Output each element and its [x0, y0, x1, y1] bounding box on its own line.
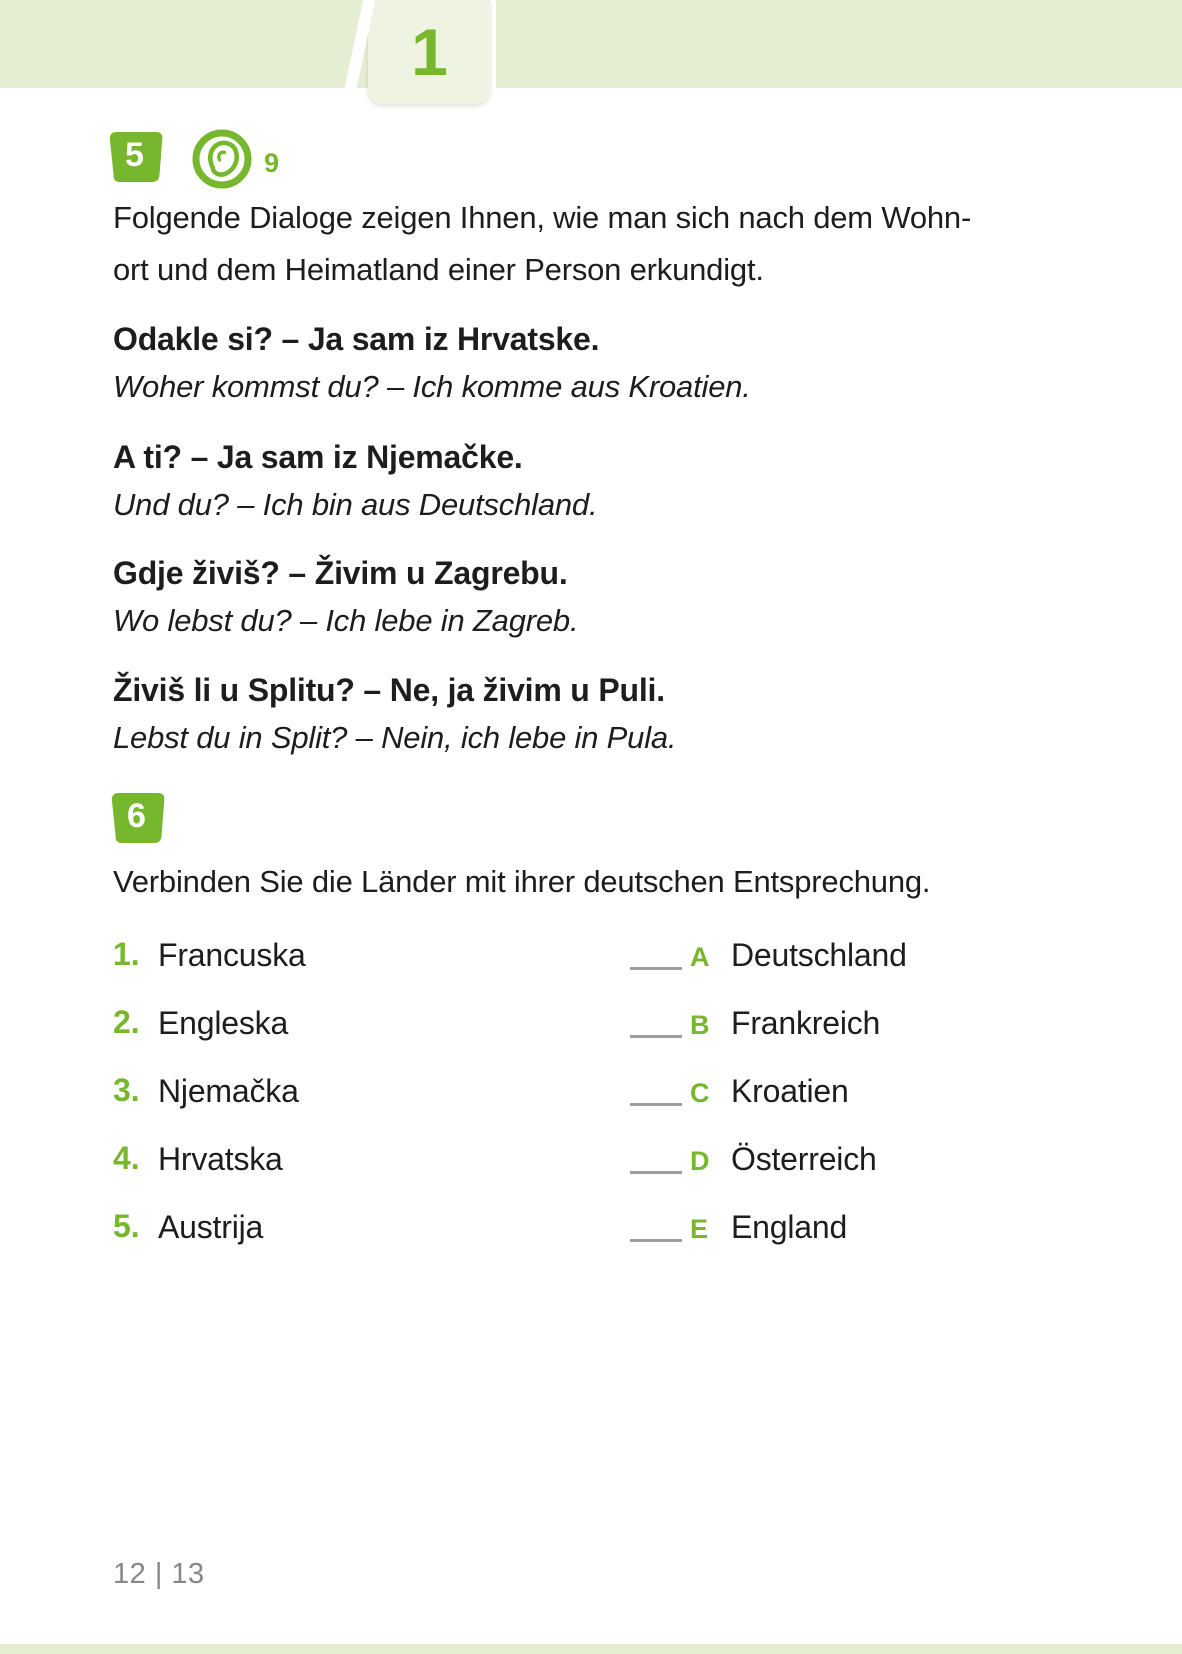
exercise-number: 5	[125, 136, 144, 174]
match-row	[0, 1072, 1182, 1116]
dialog-croatian: Gdje živiš? – Živim u Zagrebu.	[113, 555, 568, 591]
dialog-croatian: Odakle si? – Ja sam iz Hrvatske.	[113, 321, 600, 357]
match-row	[0, 936, 1182, 980]
match-number: 4.	[113, 1140, 140, 1176]
intro-line-2: ort und dem Heimatland einer Person erkundigt.	[113, 252, 764, 287]
match-right-label: Kroatien	[731, 1073, 849, 1109]
match-right-label: England	[731, 1209, 848, 1245]
dialog-german: Und du? – Ich bin aus Deutschland.	[113, 487, 598, 522]
match-letter: B	[690, 1010, 710, 1040]
match-right-label: Frankreich	[731, 1005, 881, 1041]
dialog-croatian: Živiš li u Splitu? – Ne, ja živim u Puli.	[113, 672, 665, 708]
dialog-german: Woher kommst du? – Ich komme aus Kroatien.	[113, 369, 751, 404]
answer-blank[interactable]	[630, 967, 682, 970]
match-row	[0, 1208, 1182, 1252]
answer-blank[interactable]	[630, 1035, 682, 1038]
match-left-label: Engleska	[158, 1005, 289, 1041]
header-bar	[0, 0, 1182, 88]
exercise-number: 6	[127, 797, 146, 835]
dialog-german: Lebst du in Split? – Nein, ich lebe in Pula.	[113, 720, 677, 755]
match-number: 1.	[113, 936, 140, 972]
match-right-label: Österreich	[731, 1141, 877, 1177]
page-number: 12 | 13	[113, 1558, 205, 1590]
match-number: 5.	[113, 1208, 140, 1244]
match-letter: C	[690, 1078, 710, 1108]
dialog-pair	[113, 667, 1093, 761]
answer-blank[interactable]	[630, 1171, 682, 1174]
unit-tab[interactable]	[368, 0, 490, 104]
dialog-pair	[113, 550, 1093, 644]
match-left-label: Njemačka	[158, 1073, 299, 1109]
listening-icon[interactable]	[192, 129, 252, 189]
match-right-label: Deutschland	[731, 937, 907, 973]
exercise-5-intro	[113, 192, 1073, 296]
audio-track-number: 9	[264, 148, 280, 178]
match-letter: E	[690, 1214, 709, 1244]
answer-blank[interactable]	[630, 1239, 682, 1242]
dialog-croatian: A ti? – Ja sam iz Njemačke.	[113, 439, 523, 475]
bottom-bar	[0, 1644, 1182, 1654]
dialog-german: Wo lebst du? – Ich lebe in Zagreb.	[113, 603, 579, 638]
match-row	[0, 1004, 1182, 1048]
dialog-pair	[113, 316, 1093, 410]
match-letter: A	[690, 942, 710, 972]
intro-line-1: Folgende Dialoge zeigen Ihnen, wie man sich nach dem Wohn-	[113, 200, 972, 235]
answer-blank[interactable]	[630, 1103, 682, 1106]
match-letter: D	[690, 1146, 710, 1176]
unit-tab-number: 1	[411, 15, 447, 89]
exercise-6-badge	[108, 792, 165, 844]
exercise-5-badge	[106, 131, 163, 183]
match-number: 2.	[113, 1004, 140, 1040]
dialog-pair	[113, 434, 1093, 528]
exercise-6-instruction: Verbinden Sie die Länder mit ihrer deutschen Entsprechung.	[113, 864, 931, 899]
match-left-label: Francuska	[158, 937, 306, 973]
match-left-label: Hrvatska	[158, 1141, 283, 1177]
match-number: 3.	[113, 1072, 140, 1108]
match-row	[0, 1140, 1182, 1184]
match-left-label: Austrija	[158, 1209, 264, 1245]
